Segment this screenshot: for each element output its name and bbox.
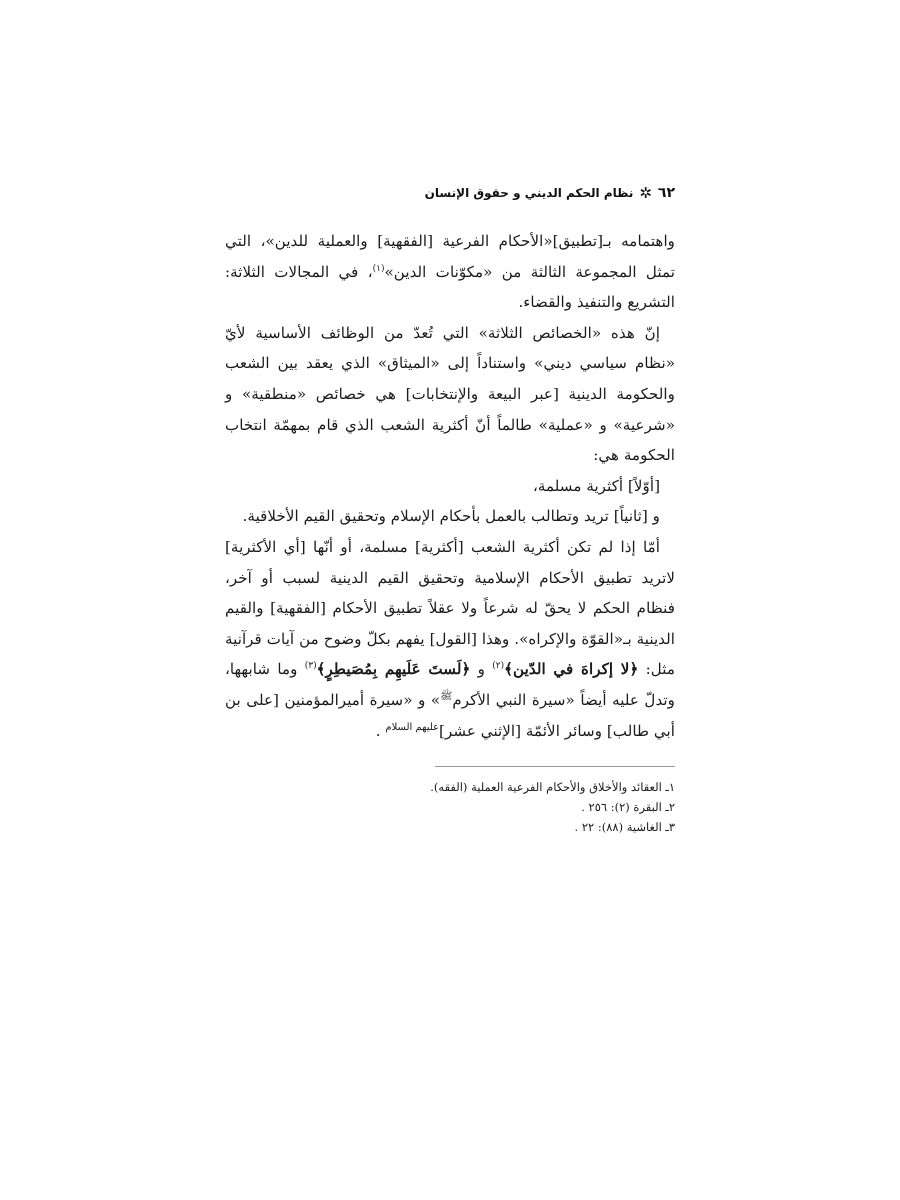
footnote-reference: (٣) [304,661,317,672]
text-run: و [ثانياً] تريد وتطالب بالعمل بأحكام الإسلام وتحقيق القيم الأخلاقية. [242,507,660,526]
footnote-reference: (٢) [492,661,505,672]
paragraph [225,471,675,502]
paragraph [225,532,675,746]
footnote-1: ١ـ العقائد والأخلاق والأحكام الفرعية العملية (الفقه). [430,780,675,795]
page-number: ٦٢ [657,185,675,201]
paragraph [225,501,675,532]
paragraph [225,226,675,318]
ornament-icon: ✲ [639,183,652,202]
footnotes [225,777,675,837]
footnote-divider [435,766,675,767]
paragraph [225,318,675,471]
footnote-reference: (١) [372,263,385,274]
text-run: [أوّلاً] أكثرية مسلمة، [532,476,660,495]
text-run: و [470,660,493,679]
honorific-glyph: عليهم السلام [385,721,440,733]
honorific-glyph: ﷺ [440,690,453,702]
quran-verse: ﴿لَستَ عَلَيهِم بِمُصَيطِرٍ﴾ [316,660,471,679]
body-text [225,226,675,746]
running-header [225,180,675,206]
text-run: وما شابهها، وتدلّ عليه أيضاً «سيرة النبي الأكرم [225,660,675,709]
quran-verse: ﴿لا إكراهَ في الدّين﴾ [504,660,639,679]
footnote-2: ٢ـ البقرة (٢): ٢٥٦ . [581,800,675,815]
footnote-3: ٣ـ الغاشية (٨٨): ٢٢ . [574,820,675,835]
text-run: واهتمامه بـ[تطبيق]«الأحكام الفرعية [الفقهية] والعملية للدين»، التي تمثل المجموعة الثالثة من «مكوّنات الدين» [225,232,675,281]
text-run: ، في المجالات الثلاثة: التشريع والتنفيذ والقضاء. [225,262,675,312]
book-title: نظام الحكم الديني و حقوق الإنسان [424,186,634,200]
text-run: » و «سيرة أميرالمؤمنين [على بن أبي طالب] وسائر الأئمّة [الإثني عشر] [225,690,675,740]
text-run: إنّ هذه «الخصائص الثلاثة» التي تُعدّ من الوظائف الأساسية لأيّ «نظام سياسي ديني» واستناداً إلى «الميثاق» الذي يعقد بين الشعب والحكومة الدينية [عبر البيعة والإنتخابات] هي خصائص «منطقية» و «شرعية» و «عملية» طالماً أنّ أكثرية الشعب الذي قام بمهمّة انتخاب الحكومة هي: [225,323,675,465]
book-page [225,180,675,837]
text-run: . [375,721,386,740]
text-run: أمّا إذا لم تكن أكثرية الشعب [أكثرية] مسلمة، أو أنّها [أي الأكثرية] لاتريد تطبيق الأحكام الإسلامية وتحقيق القيم الدينية لسبب أو آخر، فنظام الحكم لا يحقّ له شرعاً ولا عقلاً تطبيق الأحكام [الفقهية] والقيم الدينية بـ«القوّة والإكراه». وهذا [القول] يفهم بكلّ وضوح من آيات قرآنية مثل: [225,537,675,679]
